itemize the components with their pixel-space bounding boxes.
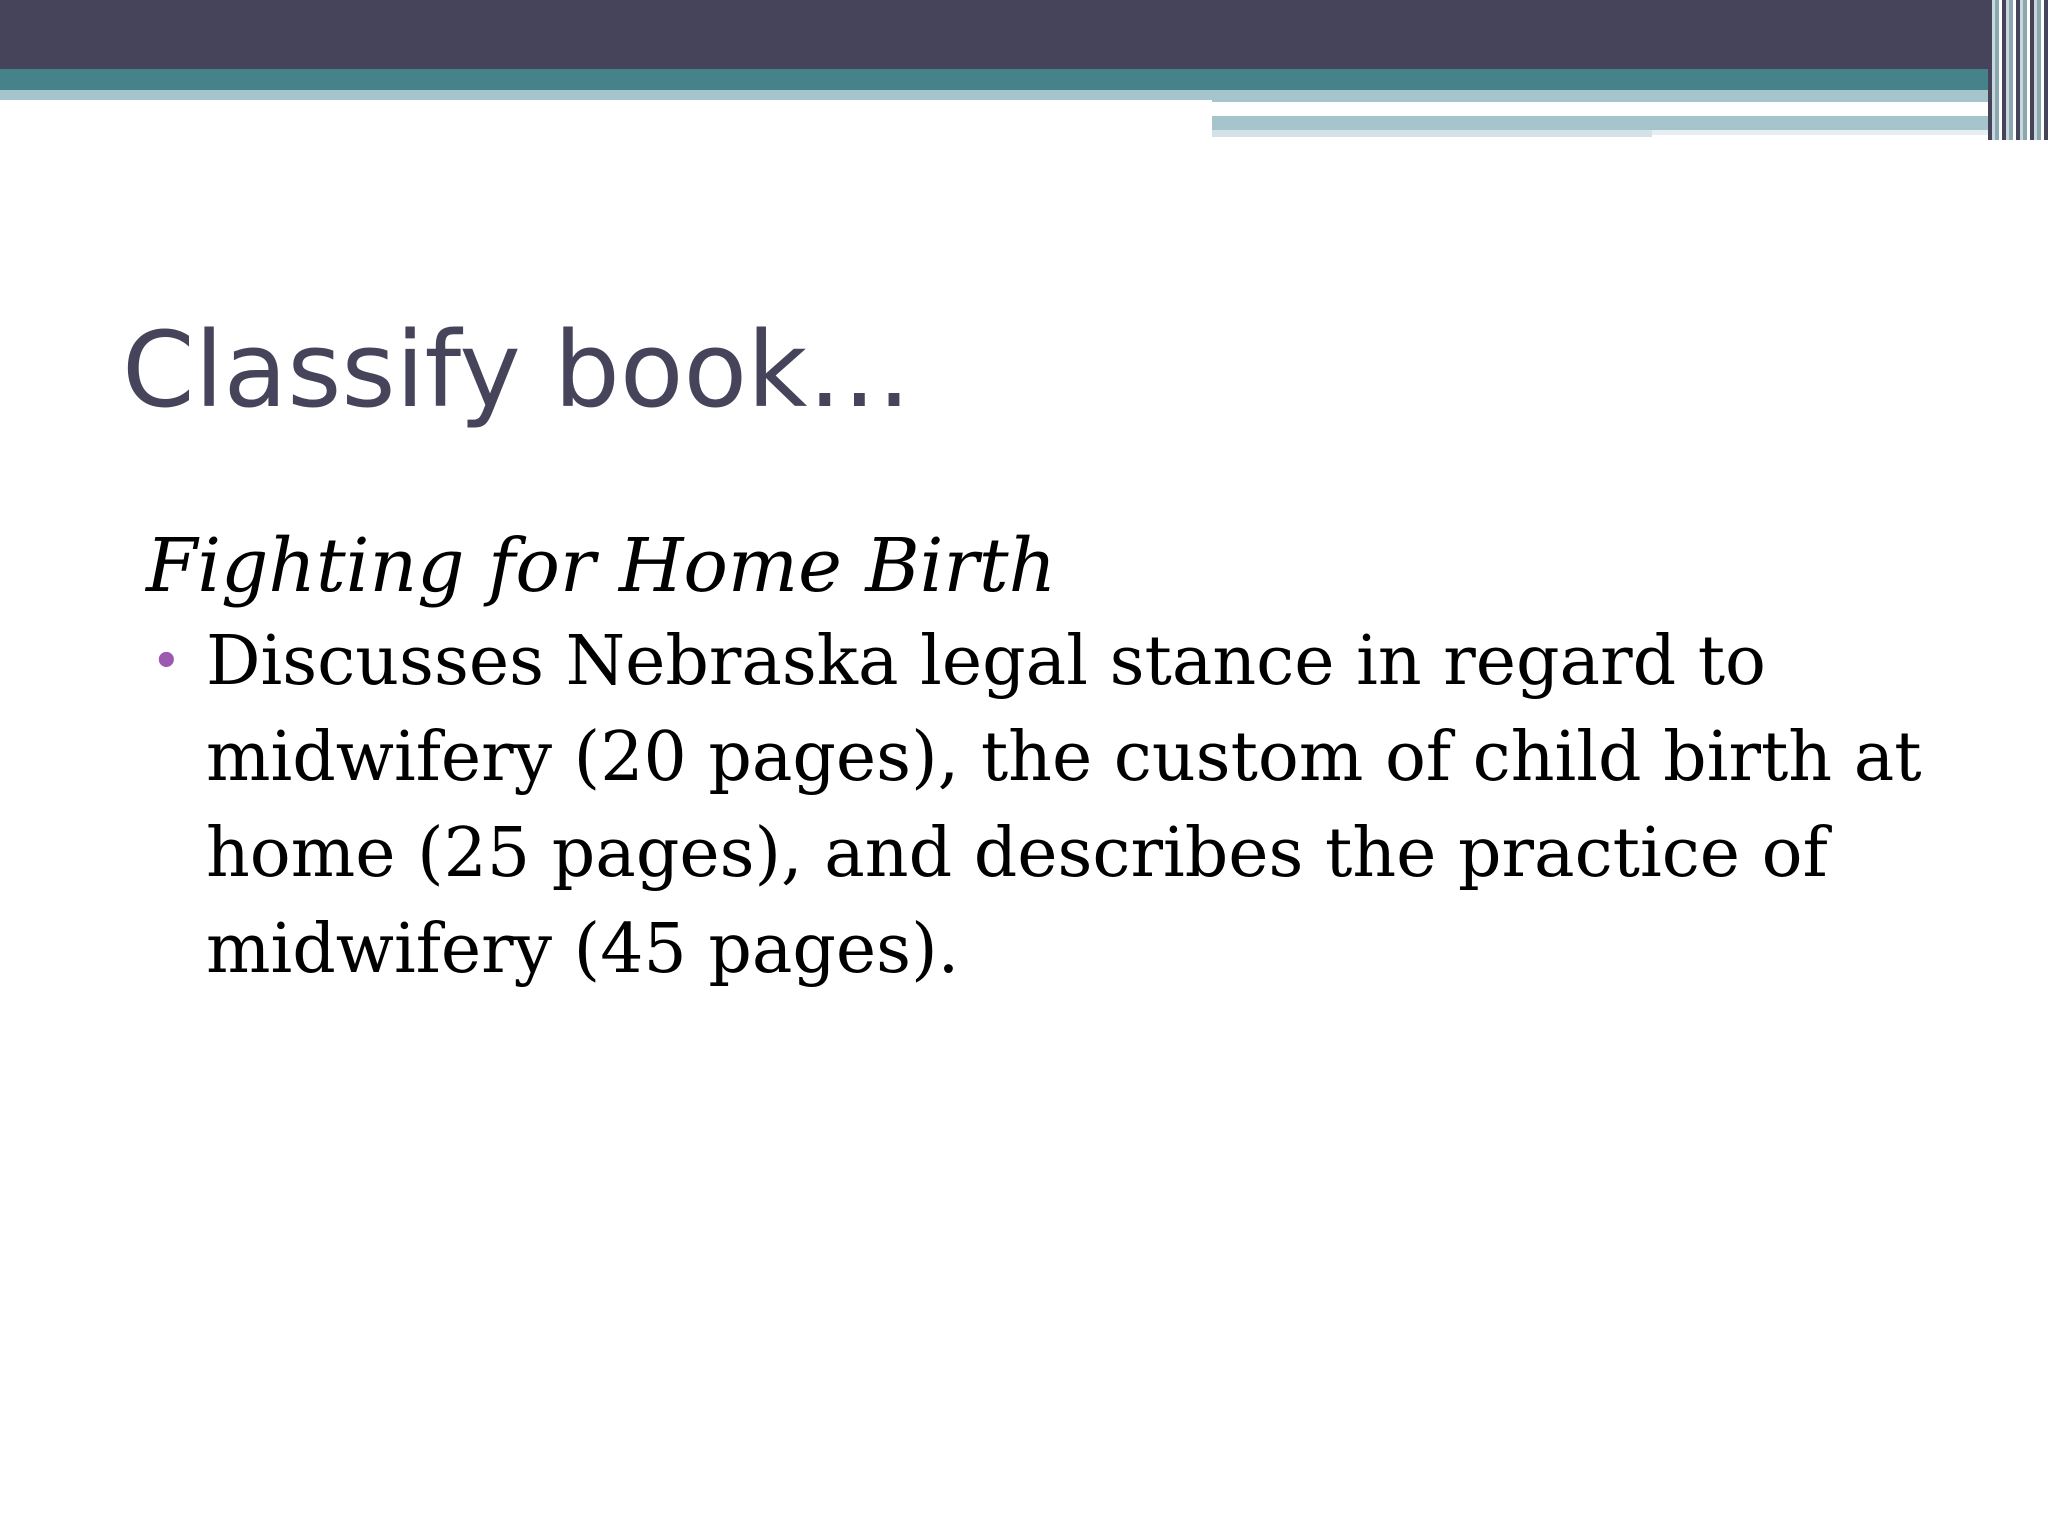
- bullet-text: Discusses Nebraska legal stance in regard to midwifery (20 pages), the custom of child birth at home (25 pages), and describes the practice of midwifery (45 pages).: [206, 622, 1922, 989]
- slide-body: [146, 518, 1946, 998]
- header-stripe: [1212, 116, 2012, 130]
- bullet-marker: •: [151, 632, 182, 692]
- header-band-teal: [0, 69, 2048, 90]
- header-band-light-left: [0, 90, 1212, 100]
- header-band-light-right: [1212, 90, 2012, 102]
- header-stripe-faintest: [1652, 130, 2012, 135]
- bullet-item: [146, 614, 1966, 998]
- header-band-dark: [0, 0, 2048, 69]
- book-title: Fighting for Home Birth: [146, 523, 1057, 609]
- bullet-list: [146, 614, 1946, 998]
- header-edge-stripes: [1988, 0, 2048, 140]
- slide-title: Classify book…: [122, 309, 912, 431]
- header-stripe-faint: [1212, 130, 1652, 137]
